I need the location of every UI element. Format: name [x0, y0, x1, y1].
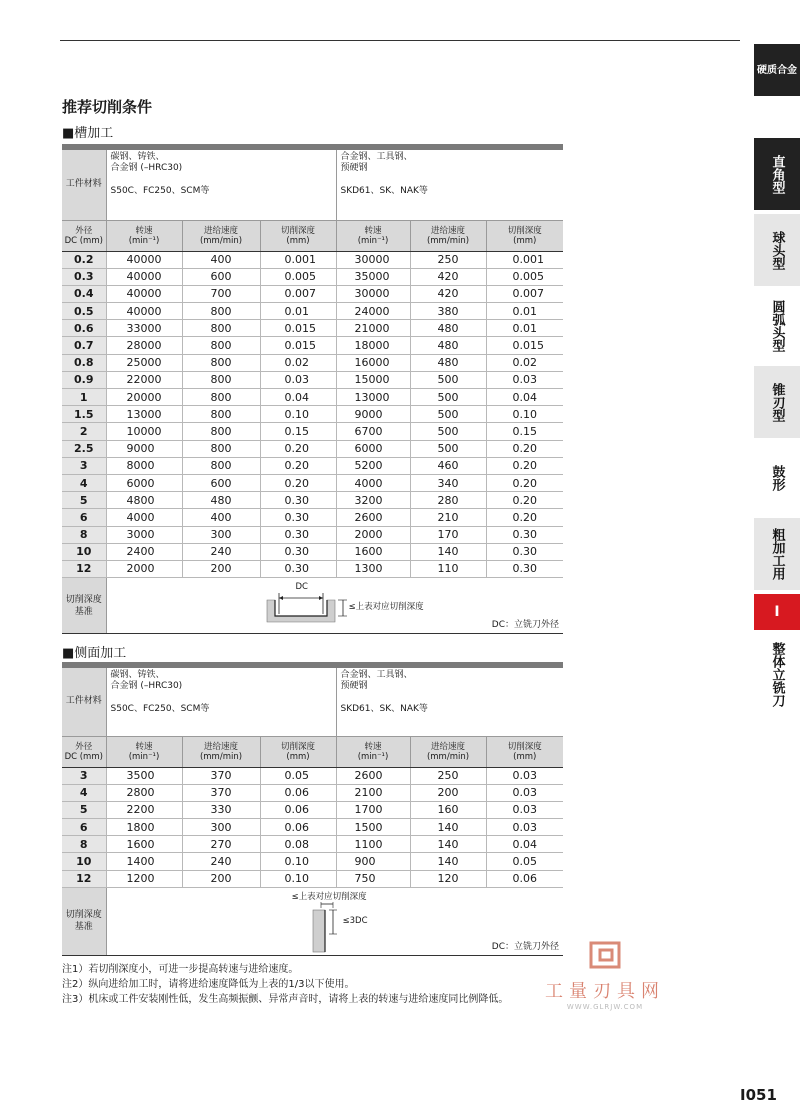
feed-cell: 420: [410, 285, 486, 302]
feed-cell: 420: [410, 268, 486, 285]
speed-cell: 13000: [106, 406, 182, 423]
side-tab-label: 硬质合金: [757, 64, 797, 76]
feed-cell: 300: [182, 526, 260, 543]
depth-cell: 0.10: [260, 870, 336, 887]
speed-cell: 30000: [336, 285, 410, 302]
feed-cell: 400: [182, 251, 260, 268]
dc-cell: 5: [62, 801, 106, 818]
depth-cell: 0.001: [486, 251, 563, 268]
depth-cell: 0.05: [260, 767, 336, 784]
depth-cell: 0.30: [486, 543, 563, 560]
material-group-2: 合金钢、工具钢、 预硬钢 SKD61、SK、NAK等: [336, 150, 563, 220]
section-title: 推荐切削条件: [62, 98, 153, 116]
side-tab-label: 球头型: [769, 230, 785, 270]
feed-cell: 800: [182, 457, 260, 474]
speed-cell: 5200: [336, 457, 410, 474]
table-row: [62, 801, 563, 818]
depth-cell: 0.30: [260, 509, 336, 526]
depth-cell: 0.20: [486, 440, 563, 457]
speed-cell: 22000: [106, 371, 182, 388]
table-row: [62, 509, 563, 526]
side-tab-barrel[interactable]: [754, 442, 800, 514]
table-row: [62, 819, 563, 836]
depth-cell: 0.015: [260, 337, 336, 354]
table-row: [62, 457, 563, 474]
feed-cell: 500: [410, 440, 486, 457]
feed-cell: 600: [182, 474, 260, 491]
dc-cell: 0.2: [62, 251, 106, 268]
dc-cell: 0.7: [62, 337, 106, 354]
feed-cell: 300: [182, 819, 260, 836]
speed-header: 转速 (min⁻¹): [106, 220, 182, 251]
feed-cell: 800: [182, 354, 260, 371]
dc-cell: 8: [62, 836, 106, 853]
feed-cell: 800: [182, 303, 260, 320]
table-row: [62, 836, 563, 853]
feed-cell: 140: [410, 543, 486, 560]
side-tab-hard-alloy[interactable]: [754, 44, 800, 96]
feed-cell: 200: [182, 560, 260, 577]
feed-cell: 210: [410, 509, 486, 526]
speed-cell: 2100: [336, 784, 410, 801]
table-row: [62, 337, 563, 354]
speed-cell: 40000: [106, 268, 182, 285]
feed-header: 进给速度 (mm/min): [182, 220, 260, 251]
side-tab-taper[interactable]: [754, 366, 800, 438]
depth-cell: 0.04: [486, 836, 563, 853]
depth-cell: 0.20: [486, 509, 563, 526]
speed-cell: 750: [336, 870, 410, 887]
table-row: [62, 389, 563, 406]
side-tab-label: 圆弧头型: [769, 300, 785, 352]
feed-cell: 140: [410, 853, 486, 870]
depth-cell: 0.01: [486, 320, 563, 337]
depth-cell: 0.005: [260, 268, 336, 285]
feed-cell: 370: [182, 767, 260, 784]
speed-cell: 13000: [336, 389, 410, 406]
speed-cell: 35000: [336, 268, 410, 285]
feed-cell: 600: [182, 268, 260, 285]
top-rule: [60, 40, 740, 41]
speed-cell: 1300: [336, 560, 410, 577]
table-row: [62, 492, 563, 509]
table-row: [62, 560, 563, 577]
speed-cell: 1500: [336, 819, 410, 836]
depth-cell: 0.15: [260, 423, 336, 440]
speed-cell: 6000: [336, 440, 410, 457]
material-label: 工件材料: [62, 150, 106, 220]
side-tab-label: 粗加工用: [769, 528, 785, 580]
speed-cell: 2000: [336, 526, 410, 543]
feed-cell: 800: [182, 406, 260, 423]
side-tab-marker-label: I: [774, 603, 780, 620]
speed-cell: 1700: [336, 801, 410, 818]
depth-cell: 0.005: [486, 268, 563, 285]
feed-cell: 140: [410, 836, 486, 853]
footnote: 注1）若切削深度小，可进一步提高转速与进给速度。: [62, 964, 299, 975]
depth-cell: 0.03: [260, 371, 336, 388]
speed-cell: 2600: [336, 767, 410, 784]
feed-header: 进给速度 (mm/min): [182, 736, 260, 767]
feed-cell: 120: [410, 870, 486, 887]
speed-cell: 6000: [106, 474, 182, 491]
diagram-top-note: ≤上表对应切削深度: [291, 891, 367, 902]
depth-cell: 0.20: [486, 492, 563, 509]
side-table: [62, 662, 563, 956]
dc-header: 外径 DC (mm): [62, 220, 106, 251]
speed-cell: 20000: [106, 389, 182, 406]
table-row: [62, 354, 563, 371]
depth-cell: 0.06: [260, 784, 336, 801]
watermark-url: WWW.GLRJW.COM: [566, 1003, 644, 1011]
feed-cell: 240: [182, 543, 260, 560]
speed-cell: 3200: [336, 492, 410, 509]
feed-cell: 500: [410, 371, 486, 388]
depth-cell: 0.01: [260, 303, 336, 320]
watermark-logo-icon: [540, 940, 670, 977]
footnote: 注3）机床或工件安装刚性低，发生高频振颤、异常声音时，请将上表的转速与进给速度同比例降低。: [62, 994, 509, 1005]
speed-cell: 40000: [106, 303, 182, 320]
depth-cell: 0.02: [486, 354, 563, 371]
side-diagram-icon: [303, 900, 373, 956]
dc-cell: 0.3: [62, 268, 106, 285]
table-row: [62, 440, 563, 457]
feed-cell: 240: [182, 853, 260, 870]
depth-cell: 0.30: [260, 543, 336, 560]
material-label: 工件材料: [62, 668, 106, 736]
depth-cell: 0.20: [486, 474, 563, 491]
dc-cell: 10: [62, 853, 106, 870]
speed-cell: 16000: [336, 354, 410, 371]
depth-cell: 0.06: [260, 819, 336, 836]
speed-cell: 4000: [106, 509, 182, 526]
slot-depth-diagram: [106, 578, 563, 634]
feed-cell: 340: [410, 474, 486, 491]
feed-cell: 500: [410, 406, 486, 423]
feed-cell: 250: [410, 251, 486, 268]
dc-cell: 3: [62, 767, 106, 784]
dc-header: 外径 DC (mm): [62, 736, 106, 767]
speed-cell: 4000: [336, 474, 410, 491]
dc-cell: 2: [62, 423, 106, 440]
diagram-side-note: ≤3DC: [342, 915, 368, 926]
table-row: [62, 543, 563, 560]
side-title: ■侧面加工: [62, 646, 127, 661]
dc-cell: 1.5: [62, 406, 106, 423]
table-row: [62, 371, 563, 388]
table-row: [62, 406, 563, 423]
speed-cell: 2200: [106, 801, 182, 818]
depth-cell: 0.06: [486, 870, 563, 887]
speed-cell: 24000: [336, 303, 410, 320]
side-tab-radius[interactable]: [754, 290, 800, 362]
depth-standard-label: 切削深度 基准: [62, 887, 106, 955]
table-row: [62, 474, 563, 491]
feed-cell: 800: [182, 320, 260, 337]
depth-cell: 0.03: [486, 767, 563, 784]
feed-cell: 370: [182, 784, 260, 801]
table-row: [62, 526, 563, 543]
feed-cell: 140: [410, 819, 486, 836]
dc-cell: 8: [62, 526, 106, 543]
feed-cell: 500: [410, 389, 486, 406]
material-group-1: 碳钢、铸铁、 合金钢 (–HRC30) S50C、FC250、SCM等: [106, 150, 336, 220]
table-row: [62, 767, 563, 784]
speed-cell: 28000: [106, 337, 182, 354]
feed-cell: 480: [410, 320, 486, 337]
feed-cell: 480: [410, 337, 486, 354]
side-depth-diagram: [106, 887, 563, 955]
dc-cell: 5: [62, 492, 106, 509]
slot-table-body: [62, 251, 563, 578]
side-tab-label: 直角型: [769, 154, 785, 194]
depth-cell: 0.01: [486, 303, 563, 320]
depth-cell: 0.30: [260, 560, 336, 577]
depth-cell: 0.30: [486, 526, 563, 543]
depth-cell: 0.007: [486, 285, 563, 302]
depth-cell: 0.08: [260, 836, 336, 853]
speed-cell: 2000: [106, 560, 182, 577]
depth-cell: 0.10: [486, 406, 563, 423]
depth-cell: 0.30: [260, 526, 336, 543]
page-number: I051: [740, 1086, 777, 1104]
feed-cell: 170: [410, 526, 486, 543]
feed-cell: 800: [182, 440, 260, 457]
dc-cell: 0.8: [62, 354, 106, 371]
feed-cell: 500: [410, 423, 486, 440]
speed-cell: 6700: [336, 423, 410, 440]
speed-cell: 9000: [106, 440, 182, 457]
depth-cell: 0.03: [486, 784, 563, 801]
feed-cell: 400: [182, 509, 260, 526]
speed-cell: 40000: [106, 285, 182, 302]
depth-standard-label: 切削深度 基准: [62, 578, 106, 634]
speed-cell: 1600: [106, 836, 182, 853]
diagram-dc-label: DC: [295, 582, 308, 593]
table-row: [62, 423, 563, 440]
depth-cell: 0.001: [260, 251, 336, 268]
speed-cell: 10000: [106, 423, 182, 440]
depth-cell: 0.02: [260, 354, 336, 371]
feed-cell: 480: [182, 492, 260, 509]
depth-cell: 0.20: [260, 440, 336, 457]
depth-header: 切削深度 (mm): [486, 220, 563, 251]
depth-cell: 0.20: [260, 457, 336, 474]
depth-cell: 0.10: [260, 406, 336, 423]
speed-cell: 8000: [106, 457, 182, 474]
side-tab-solid-endmill: [754, 634, 800, 714]
depth-header: 切削深度 (mm): [260, 220, 336, 251]
depth-cell: 0.30: [260, 492, 336, 509]
depth-cell: 0.10: [260, 853, 336, 870]
footnote: 注2）纵向进给加工时，请将进给速度降低为上表的1/3以下使用。: [62, 979, 355, 990]
speed-cell: 2600: [336, 509, 410, 526]
dc-cell: 0.5: [62, 303, 106, 320]
feed-cell: 380: [410, 303, 486, 320]
dc-cell: 2.5: [62, 440, 106, 457]
feed-cell: 110: [410, 560, 486, 577]
depth-cell: 0.015: [486, 337, 563, 354]
feed-cell: 160: [410, 801, 486, 818]
speed-cell: 40000: [106, 251, 182, 268]
material-group-1: 碳钢、铸铁、 合金钢 (–HRC30) S50C、FC250、SCM等: [106, 668, 336, 736]
side-tab-roughing[interactable]: [754, 518, 800, 590]
watermark-name: 工量刃具网: [545, 981, 665, 1002]
depth-cell: 0.30: [486, 560, 563, 577]
feed-cell: 800: [182, 337, 260, 354]
table-row: [62, 268, 563, 285]
speed-cell: 30000: [336, 251, 410, 268]
depth-cell: 0.15: [486, 423, 563, 440]
speed-cell: 1600: [336, 543, 410, 560]
depth-header: 切削深度 (mm): [260, 736, 336, 767]
side-tab-label: 鼓形: [769, 465, 785, 491]
depth-cell: 0.04: [486, 389, 563, 406]
feed-cell: 250: [410, 767, 486, 784]
depth-cell: 0.03: [486, 371, 563, 388]
depth-cell: 0.03: [486, 819, 563, 836]
feed-cell: 700: [182, 285, 260, 302]
depth-cell: 0.06: [260, 801, 336, 818]
table-row: [62, 303, 563, 320]
footnotes: [62, 962, 508, 1007]
feed-cell: 460: [410, 457, 486, 474]
feed-cell: 800: [182, 371, 260, 388]
dc-cell: 4: [62, 474, 106, 491]
speed-cell: 3000: [106, 526, 182, 543]
speed-cell: 1100: [336, 836, 410, 853]
feed-header: 进给速度 (mm/min): [410, 736, 486, 767]
dc-cell: 1: [62, 389, 106, 406]
dc-cell: 6: [62, 819, 106, 836]
table-row: [62, 251, 563, 268]
feed-header: 进给速度 (mm/min): [410, 220, 486, 251]
depth-cell: 0.20: [486, 457, 563, 474]
dc-cell: 12: [62, 560, 106, 577]
feed-cell: 280: [410, 492, 486, 509]
speed-cell: 33000: [106, 320, 182, 337]
speed-header: 转速 (min⁻¹): [336, 220, 410, 251]
feed-cell: 800: [182, 423, 260, 440]
dc-cell: 4: [62, 784, 106, 801]
side-tab-marker[interactable]: [754, 594, 800, 630]
side-tab-label: 锥刃型: [769, 382, 785, 422]
dc-cell: 10: [62, 543, 106, 560]
depth-cell: 0.05: [486, 853, 563, 870]
depth-cell: 0.03: [486, 801, 563, 818]
depth-cell: 0.04: [260, 389, 336, 406]
speed-cell: 15000: [336, 371, 410, 388]
speed-cell: 25000: [106, 354, 182, 371]
speed-cell: 9000: [336, 406, 410, 423]
speed-cell: 1800: [106, 819, 182, 836]
dc-note: DC：立铣刀外径: [491, 941, 559, 952]
dc-note: DC：立铣刀外径: [491, 620, 559, 631]
dc-cell: 0.9: [62, 371, 106, 388]
feed-cell: 200: [182, 870, 260, 887]
speed-header: 转速 (min⁻¹): [106, 736, 182, 767]
depth-header: 切削深度 (mm): [486, 736, 563, 767]
material-group-2: 合金钢、工具钢、 预硬钢 SKD61、SK、NAK等: [336, 668, 563, 736]
speed-cell: 3500: [106, 767, 182, 784]
speed-cell: 2800: [106, 784, 182, 801]
table-row: [62, 870, 563, 887]
feed-cell: 800: [182, 389, 260, 406]
side-table-body: [62, 767, 563, 887]
speed-cell: 1400: [106, 853, 182, 870]
slot-title: ■槽加工: [62, 126, 114, 141]
slot-table: [62, 144, 563, 634]
dc-cell: 12: [62, 870, 106, 887]
dc-cell: 0.4: [62, 285, 106, 302]
speed-header: 转速 (min⁻¹): [336, 736, 410, 767]
watermark: [540, 940, 670, 1011]
depth-cell: 0.007: [260, 285, 336, 302]
speed-cell: 18000: [336, 337, 410, 354]
speed-cell: 900: [336, 853, 410, 870]
side-tab-label: 整体立铣刀: [769, 641, 785, 707]
speed-cell: 1200: [106, 870, 182, 887]
feed-cell: 330: [182, 801, 260, 818]
depth-cell: 0.015: [260, 320, 336, 337]
feed-cell: 200: [410, 784, 486, 801]
dc-cell: 6: [62, 509, 106, 526]
dc-cell: 3: [62, 457, 106, 474]
table-row: [62, 784, 563, 801]
speed-cell: 21000: [336, 320, 410, 337]
side-tab-square[interactable]: [754, 138, 800, 210]
feed-cell: 270: [182, 836, 260, 853]
diagram-depth-note: ≤上表对应切削深度: [348, 602, 424, 613]
feed-cell: 480: [410, 354, 486, 371]
speed-cell: 2400: [106, 543, 182, 560]
speed-cell: 4800: [106, 492, 182, 509]
table-row: [62, 285, 563, 302]
depth-cell: 0.20: [260, 474, 336, 491]
table-row: [62, 853, 563, 870]
side-tab-ball[interactable]: [754, 214, 800, 286]
table-row: [62, 320, 563, 337]
dc-cell: 0.6: [62, 320, 106, 337]
